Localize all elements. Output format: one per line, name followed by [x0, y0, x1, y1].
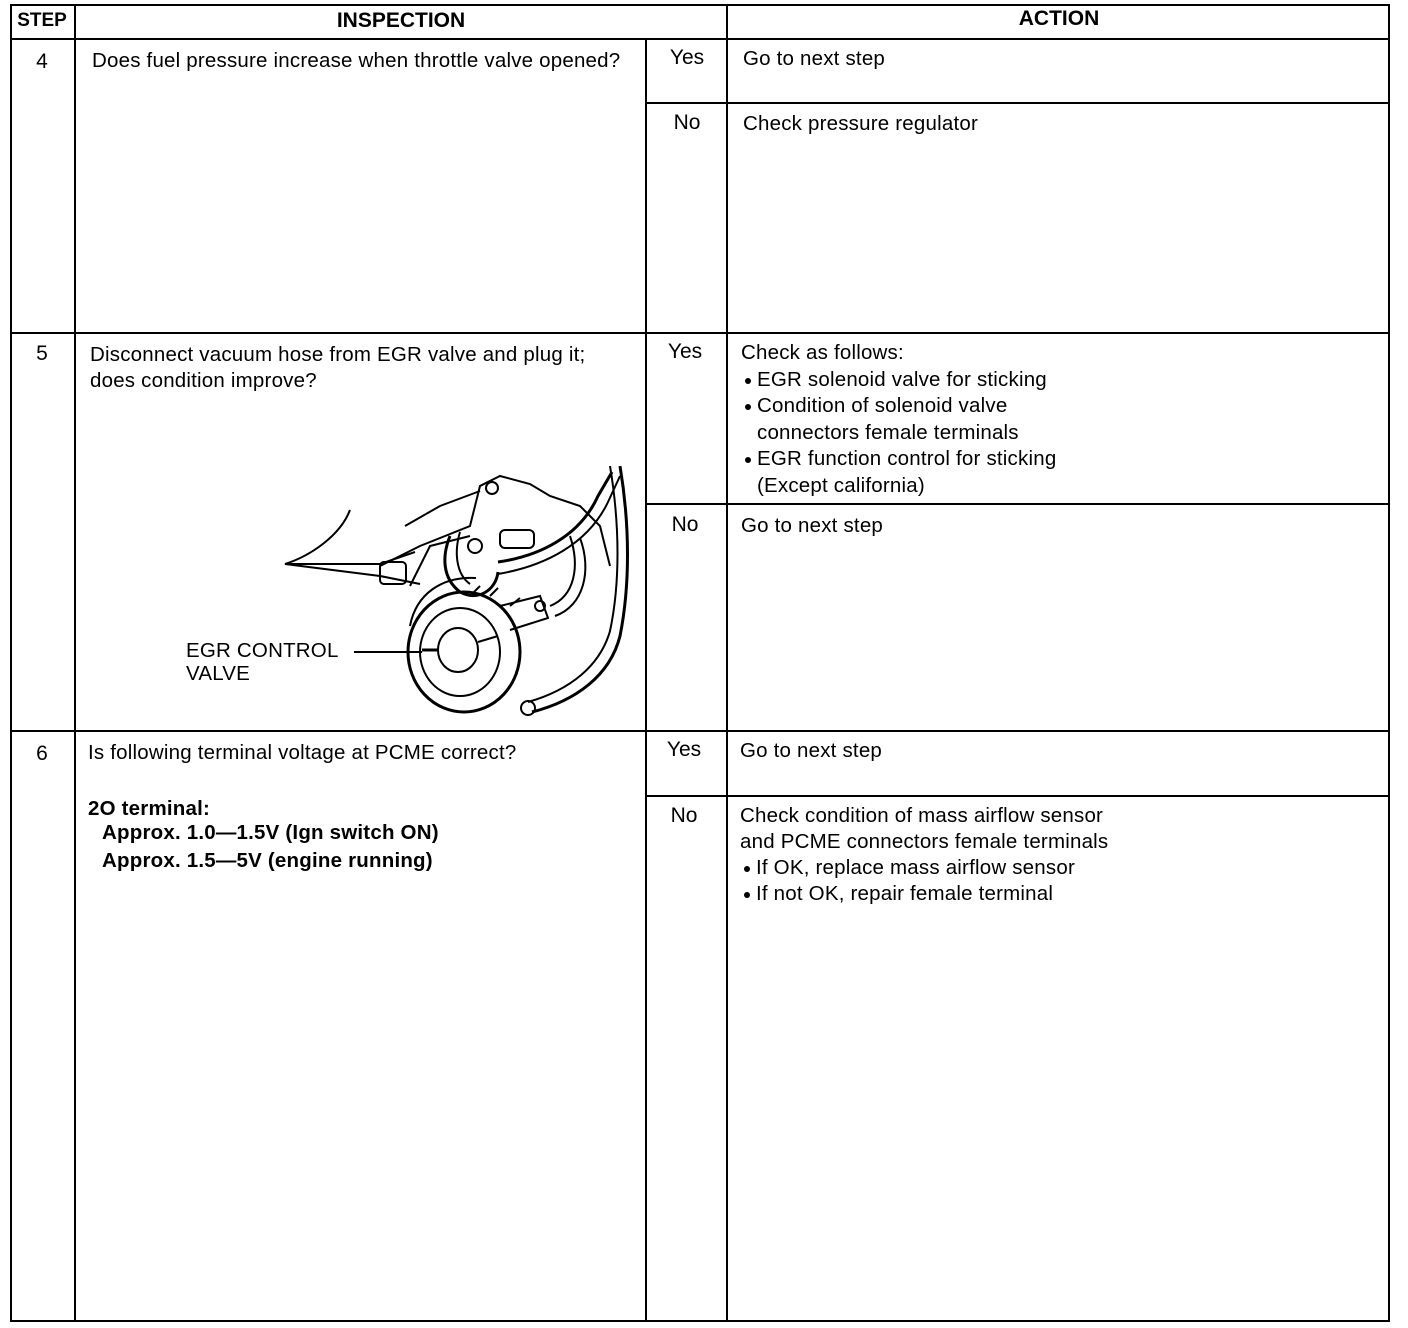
step-6-yes-action: Go to next step — [740, 739, 883, 762]
action-column-divider — [726, 4, 728, 1322]
step-6-spec-line-1: Approx. 1.0—1.5V (Ign switch ON) — [102, 821, 439, 844]
header-inspection: INSPECTION — [336, 9, 466, 32]
step-6-spec-title: 2O terminal: — [88, 797, 211, 820]
egr-label-line2: VALVE — [186, 662, 251, 685]
step-column-divider — [74, 4, 76, 1322]
step-4-yes-action: Go to next step — [743, 47, 886, 70]
step-5-yes-label: Yes — [667, 340, 703, 363]
step-6-no-item-2: If not OK, repair female terminal — [740, 881, 1370, 907]
step-5-check-item-3-cont: (Except california) — [757, 473, 925, 497]
step-4-number: 4 — [36, 50, 48, 73]
step-5-no-label: No — [671, 513, 699, 536]
step-6-number: 6 — [36, 742, 48, 765]
step-6-no-label: No — [670, 804, 698, 827]
step-6-no-list — [740, 855, 1370, 907]
header-step: STEP — [17, 10, 67, 31]
step4-yes-no-divider — [645, 102, 1390, 104]
step-5-check-list — [741, 367, 1371, 420]
step-6-spec-line-2: Approx. 1.5—5V (engine running) — [102, 849, 433, 872]
step-5-no-action: Go to next step — [741, 514, 884, 537]
step-5-check-item-2: Condition of solenoid valve — [741, 393, 1371, 420]
step-6-no-line-2: and PCME connectors female terminals — [740, 830, 1109, 853]
egr-label-line1: EGR CONTROL — [186, 639, 339, 662]
step-6-yes-label: Yes — [666, 738, 702, 761]
step-4-inspection: Does fuel pressure increase when throttle valve opened? — [92, 49, 621, 72]
step-4-yes-label: Yes — [669, 46, 705, 69]
egr-control-valve-illustration — [180, 466, 640, 728]
step-5-check-item-1: EGR solenoid valve for sticking — [741, 367, 1371, 394]
header-divider — [10, 38, 1390, 40]
step-6-inspection: Is following terminal voltage at PCME correct? — [88, 741, 517, 764]
step4-bottom-divider — [10, 332, 1390, 334]
step-5-check-item-2-cont: connectors female terminals — [757, 420, 1019, 444]
step-5-yes-action — [741, 340, 1371, 499]
step-5-check-item-3: EGR function control for sticking — [741, 446, 1371, 473]
step-5-yes-intro: Check as follows: — [741, 341, 904, 364]
step-5-check-list-cont — [741, 446, 1371, 473]
step-4-no-action: Check pressure regulator — [743, 112, 978, 135]
step-5-number: 5 — [36, 342, 48, 365]
step-4-no-label: No — [673, 111, 701, 134]
yes-no-column-divider — [645, 38, 647, 1322]
step-6-no-action — [740, 803, 1370, 907]
step6-yes-no-divider — [645, 795, 1390, 797]
header-action: ACTION — [1018, 7, 1100, 30]
step5-yes-no-divider — [645, 503, 1390, 505]
step5-bottom-divider — [10, 730, 1390, 732]
step-5-inspection: Disconnect vacuum hose from EGR valve and plug it; does condition improve? — [90, 343, 586, 392]
step-6-no-line-1: Check condition of mass airflow sensor — [740, 804, 1104, 827]
step-6-no-item-1: If OK, replace mass airflow sensor — [740, 855, 1370, 881]
